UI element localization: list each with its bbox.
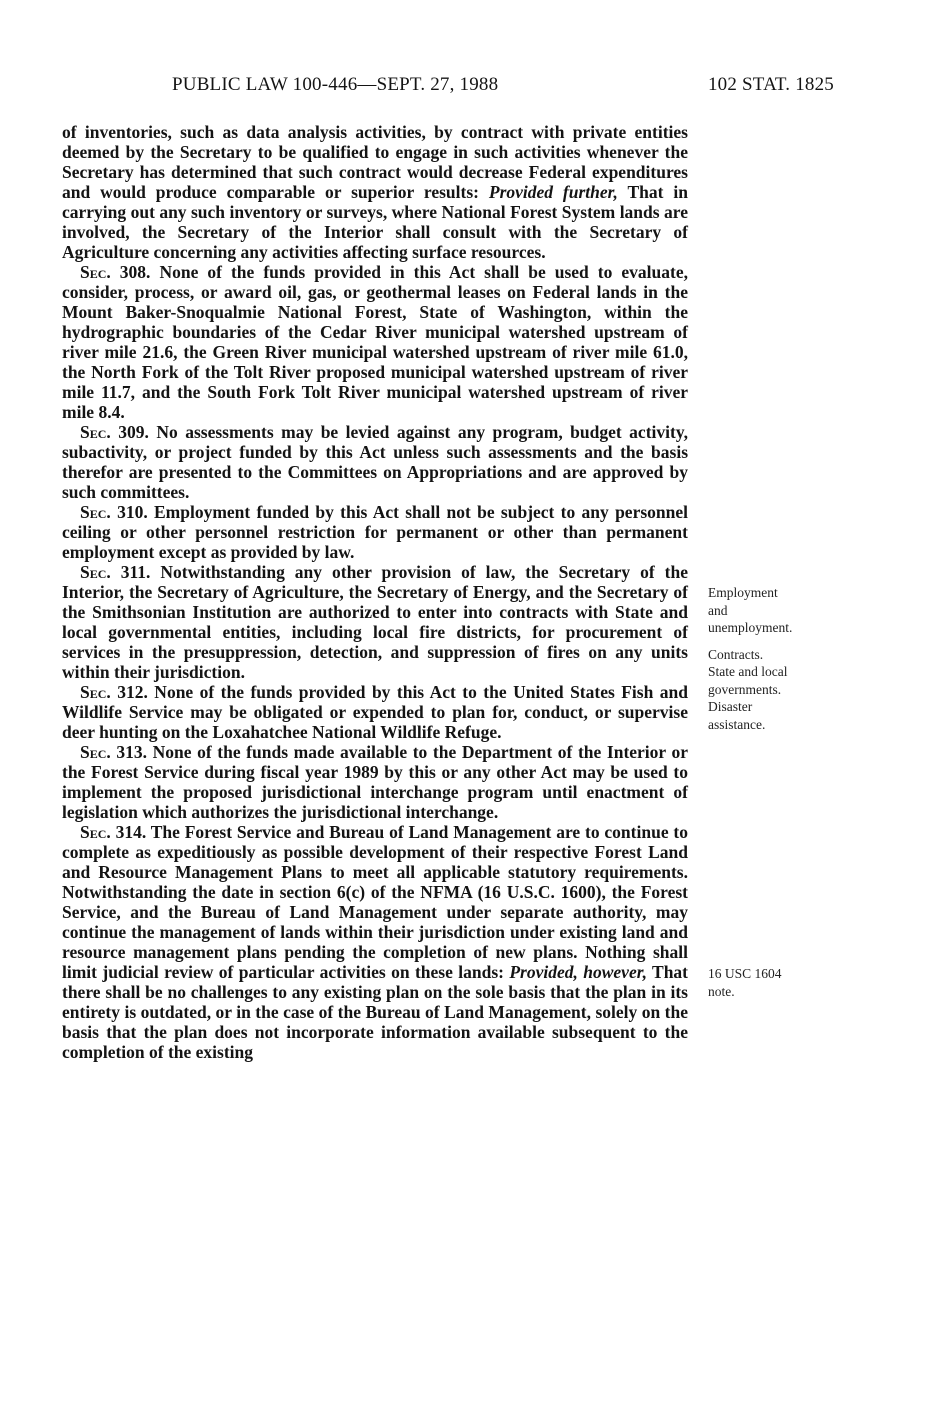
margin-note-disaster-2: assistance. bbox=[708, 716, 766, 732]
margin-note-employment-1: Employment bbox=[708, 585, 778, 600]
margin-note-employment-2: and bbox=[708, 602, 728, 618]
margin-note-usc-1: 16 USC 1604 bbox=[708, 966, 782, 981]
margin-note-contracts: Contracts. bbox=[708, 646, 764, 662]
section-label: Sec. 314. bbox=[80, 822, 147, 842]
margin-note-employment-3: unemployment. bbox=[708, 620, 793, 635]
section-label: Sec. 313. bbox=[80, 742, 147, 762]
margin-notes-usc bbox=[708, 965, 838, 1000]
section-text-1: The Forest Service and Bureau of Land Management are to continue to complete as expeditiously as possible development of their respective Forest Land and Resource Management Plans to meet all applicable statutory requirements. Notwithstanding the date in section 6(c) of the NFMA (16 U.S.C. 1600), the Forest Service, and the Bureau of Land Management under separate authority, may continue the management of lands within their jurisdiction under existing land and resource management plans pending the completion of new plans. Nothing shall limit judicial review of particular activities on these lands: bbox=[62, 822, 688, 982]
margin-note-state-local-2: governments. bbox=[708, 681, 782, 697]
margin-note-state-local-1: State and local bbox=[708, 664, 788, 679]
section-text-2: That there shall be no challenges to any existing plan on the sole basis that the plan in its entirety is outdated, or in the case of the Bureau of Land Management, solely on the basis that the plan does not incorporate information available subsequent to the completion of the existing bbox=[62, 962, 689, 1062]
section-label: Sec. 312. bbox=[80, 682, 148, 702]
intro-paragraph bbox=[62, 122, 688, 262]
section-308 bbox=[62, 262, 688, 422]
margin-note-disaster-1: Disaster bbox=[708, 699, 753, 714]
margin-notes-employment bbox=[708, 584, 838, 733]
section-proviso: Provided, however, bbox=[509, 962, 647, 982]
stat-citation: 102 STAT. 1825 bbox=[707, 74, 834, 95]
section-text: No assessments may be levied against any program, budget activity, subactivity, or project funded by this Act unless such assessments and the basis therefor are presented to the Committees on Appropriations and are approved by such committees. bbox=[62, 422, 688, 502]
margin-note-usc-2: note. bbox=[708, 983, 735, 999]
intro-text-2: That in carrying out any such inventory or surveys, where National Forest System lands are involved, the Secretary of the Interior shall consult with the Secretary of Agriculture concerning any activities affecting surface resources. bbox=[62, 182, 688, 262]
section-309 bbox=[62, 422, 688, 502]
section-label: Sec. 309. bbox=[80, 422, 149, 442]
section-text: None of the funds made available to the Department of the Interior or the Forest Service during fiscal year 1989 by this or any other Act may be used to implement the proposed jurisdictional interchange program until enactment of legislation which authorizes the jurisdictional interchange. bbox=[62, 742, 688, 822]
section-310 bbox=[62, 502, 688, 562]
section-312 bbox=[62, 682, 688, 742]
section-label: Sec. 310. bbox=[80, 502, 148, 522]
section-label: Sec. 308. bbox=[80, 262, 151, 282]
intro-text-1: of inventories, such as data analysis activities, by contract with private entities deemed by the Secretary to be qualified to engage in such activities whenever the Secretary has determined that such contract would decrease Federal expenditures and would produce comparable or superior results: bbox=[62, 122, 688, 202]
section-text: Employment funded by this Act shall not be subject to any personnel ceiling or other personnel restriction for permanent or other than permanent employment except as provided by law. bbox=[62, 502, 688, 562]
law-citation: PUBLIC LAW 100-446—SEPT. 27, 1988 bbox=[172, 74, 499, 95]
section-313 bbox=[62, 742, 688, 822]
running-header bbox=[172, 74, 834, 100]
section-311 bbox=[62, 562, 688, 682]
section-text: None of the funds provided in this Act shall be used to evaluate, consider, process, or award oil, gas, or geothermal leases on Federal lands in the Mount Baker-Snoqualmie National Forest, State of Washington, within the hydrographic boundaries of the Cedar River municipal watershed upstream of river mile 21.6, the Green River municipal watershed upstream of river mile 61.0, the North Fork of the Tolt River proposed municipal watershed upstream of river mile 11.7, and the South Fork Tolt River municipal watershed upstream of river mile 8.4. bbox=[62, 262, 688, 422]
section-text: Notwithstanding any other provision of law, the Secretary of the Interior, the Secretary of Agriculture, the Secretary of Energy, and the Secretary of the Smithsonian Institution are authorized to enter into contracts with State and local governmental entities, including local fire districts, for procurement of services in the presuppression, detection, and suppression of fires on any units within their jurisdiction. bbox=[62, 562, 688, 682]
section-label: Sec. 311. bbox=[80, 562, 151, 582]
intro-proviso: Provided further, bbox=[488, 182, 618, 202]
section-314 bbox=[62, 822, 688, 1062]
section-text: None of the funds provided by this Act to the United States Fish and Wildlife Service may be obligated or expended to plan for, conduct, or supervise deer hunting on the Loxahatchee National Wildlife Refuge. bbox=[62, 682, 688, 742]
body-text bbox=[62, 122, 688, 1062]
